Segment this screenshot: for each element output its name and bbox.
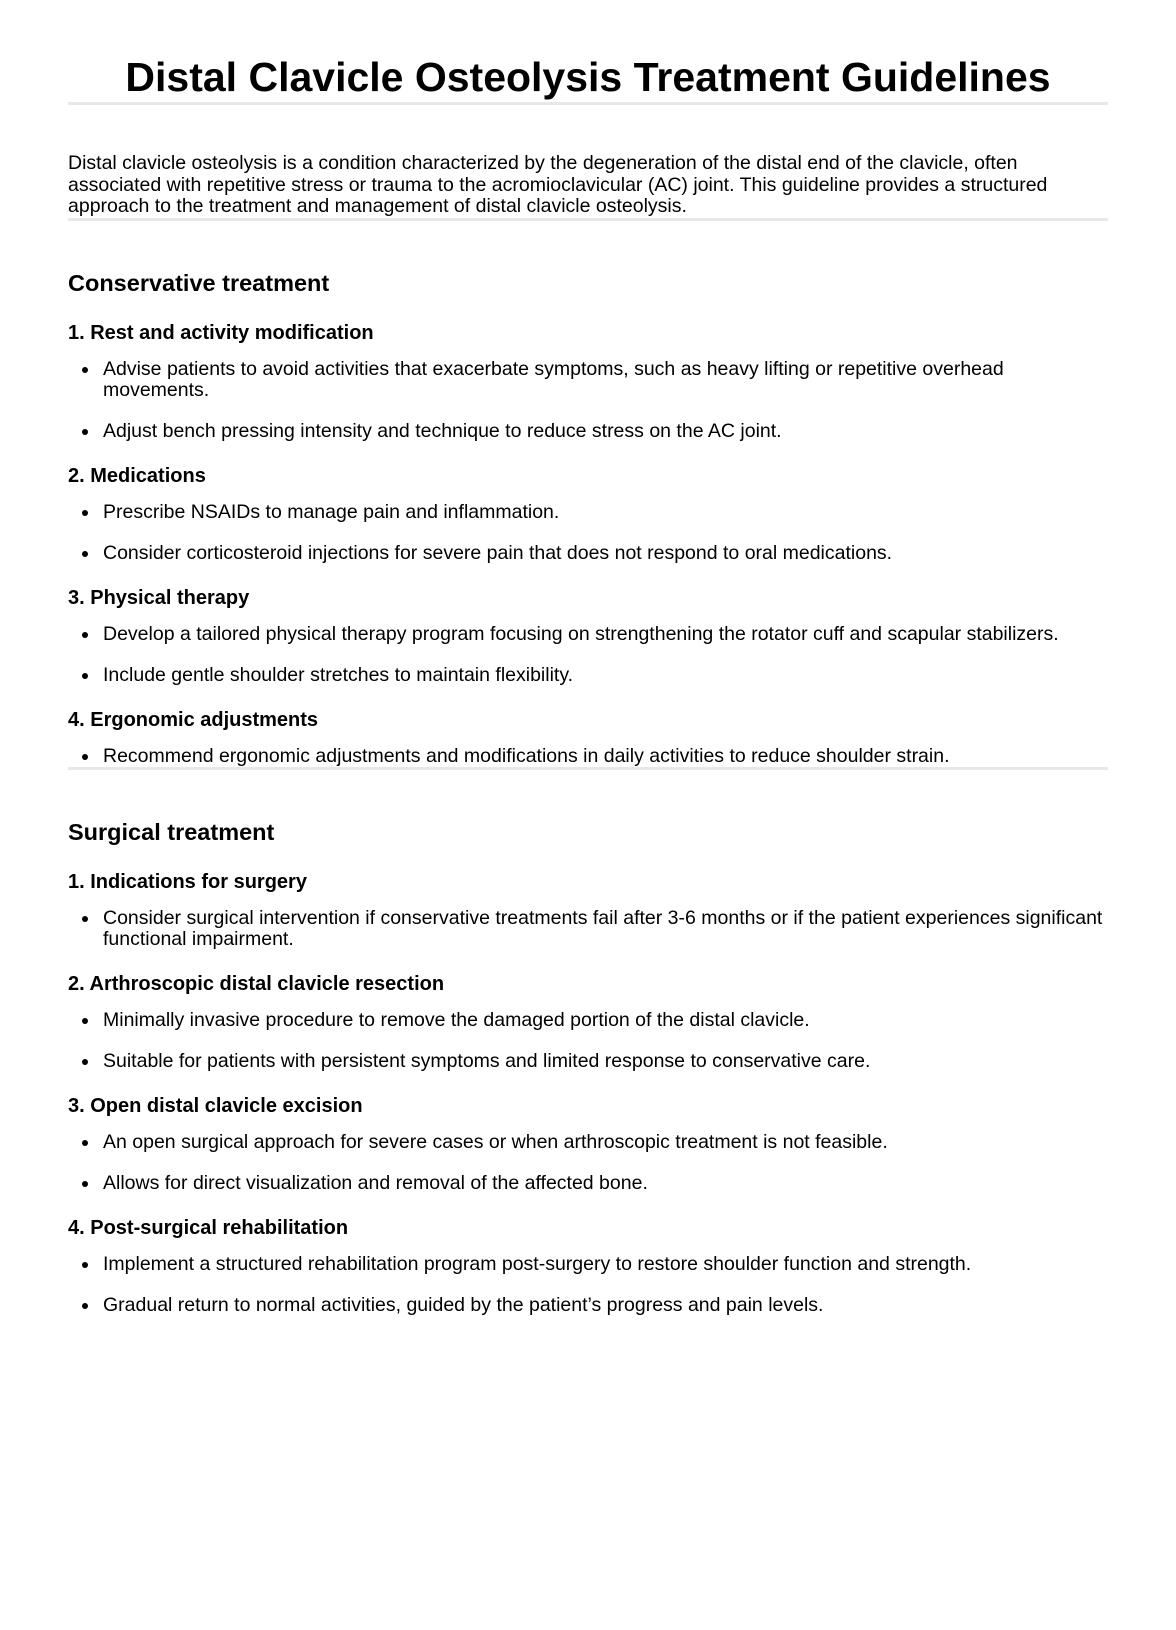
subsection-title: 2. Medications [68, 464, 206, 487]
list-item-text: Gradual return to normal activities, guided by the patient’s progress and pain levels. [103, 1293, 824, 1316]
section-divider [68, 767, 1108, 770]
subsection-title: 3. Physical therapy [68, 586, 250, 609]
bullet-list [68, 908, 1108, 950]
list-item [103, 1173, 1108, 1194]
list-item-text: An open surgical approach for severe cases or when arthroscopic treatment is not feasible. [103, 1130, 888, 1153]
bullet-icon [82, 1303, 88, 1309]
bullet-icon [82, 1262, 88, 1268]
list-item-text: Minimally invasive procedure to remove the damaged portion of the distal clavicle. [103, 1008, 810, 1031]
list-item-text: Consider corticosteroid injections for severe pain that does not respond to oral medications. [103, 541, 893, 564]
list-item [103, 1132, 1108, 1153]
list-item-text: Advise patients to avoid activities that exacerbate symptoms, such as heavy lifting or repetitive overhead movements. [103, 357, 1004, 401]
bullet-list [68, 359, 1108, 442]
list-item [103, 421, 1108, 442]
list-item [103, 1295, 1108, 1316]
bullet-list [68, 1132, 1108, 1194]
bullet-icon [82, 551, 88, 557]
bullet-icon [82, 754, 88, 760]
list-item [103, 1010, 1108, 1031]
list-item-text: Include gentle shoulder stretches to maintain flexibility. [103, 663, 574, 686]
list-item [103, 624, 1108, 645]
bullet-list [68, 1010, 1108, 1072]
subsection-title: 1. Indications for surgery [68, 870, 307, 893]
subsection-title: 4. Ergonomic adjustments [68, 708, 319, 731]
subsection-title: 4. Post-surgical rehabilitation [68, 1216, 349, 1239]
list-item [103, 908, 1108, 950]
list-item-text: Adjust bench pressing intensity and technique to reduce stress on the AC joint. [103, 419, 782, 442]
list-item-text: Implement a structured rehabilitation program post-surgery to restore shoulder function and strength. [103, 1252, 972, 1275]
section-title: Surgical treatment [68, 818, 275, 845]
subsection-title: 3. Open distal clavicle excision [68, 1094, 363, 1117]
section-conservative-treatment [68, 269, 1108, 767]
list-item [103, 1254, 1108, 1275]
bullet-list [68, 746, 1108, 767]
bullet-list [68, 502, 1108, 564]
list-item-text: Recommend ergonomic adjustments and modifications in daily activities to reduce shoulder strain. [103, 744, 950, 767]
section-title: Conservative treatment [68, 269, 330, 296]
bullet-list [68, 624, 1108, 686]
bullet-list [68, 1254, 1108, 1316]
sections-container [68, 269, 1108, 1316]
bullet-icon [82, 916, 88, 922]
bullet-icon [82, 1059, 88, 1065]
list-item [103, 543, 1108, 564]
intro-divider [68, 218, 1108, 221]
list-item [103, 1051, 1108, 1072]
list-item [103, 359, 1108, 401]
section-surgical-treatment [68, 818, 1108, 1316]
subsection-title: 1. Rest and activity modification [68, 321, 374, 344]
subsection-title: 2. Arthroscopic distal clavicle resection [68, 972, 445, 995]
bullet-icon [82, 367, 88, 373]
list-item [103, 746, 1108, 767]
title-divider [68, 102, 1108, 105]
bullet-icon [82, 510, 88, 516]
bullet-icon [82, 429, 88, 435]
list-item [103, 502, 1108, 523]
intro-paragraph: Distal clavicle osteolysis is a condition characterized by the degeneration of the distal end of the clavicle, often associated with repetitive stress or trauma to the acromioclavicular (AC) joint. This guideline provides a structured approach to the treatment and management of distal clavicle osteolysis. [68, 152, 1048, 217]
bullet-icon [82, 673, 88, 679]
list-item-text: Allows for direct visualization and removal of the affected bone. [103, 1171, 648, 1194]
document-title: Distal Clavicle Osteolysis Treatment Guidelines [125, 54, 1051, 100]
list-item [103, 665, 1108, 686]
list-item-text: Prescribe NSAIDs to manage pain and inflammation. [103, 500, 560, 523]
bullet-icon [82, 1018, 88, 1024]
bullet-icon [82, 632, 88, 638]
bullet-icon [82, 1181, 88, 1187]
list-item-text: Develop a tailored physical therapy program focusing on strengthening the rotator cuff and scapular stabilizers. [103, 622, 1059, 645]
list-item-text: Consider surgical intervention if conservative treatments fail after 3-6 months or if the patient experiences significant functional impairment. [103, 906, 1103, 950]
list-item-text: Suitable for patients with persistent symptoms and limited response to conservative care. [103, 1049, 871, 1072]
bullet-icon [82, 1140, 88, 1146]
